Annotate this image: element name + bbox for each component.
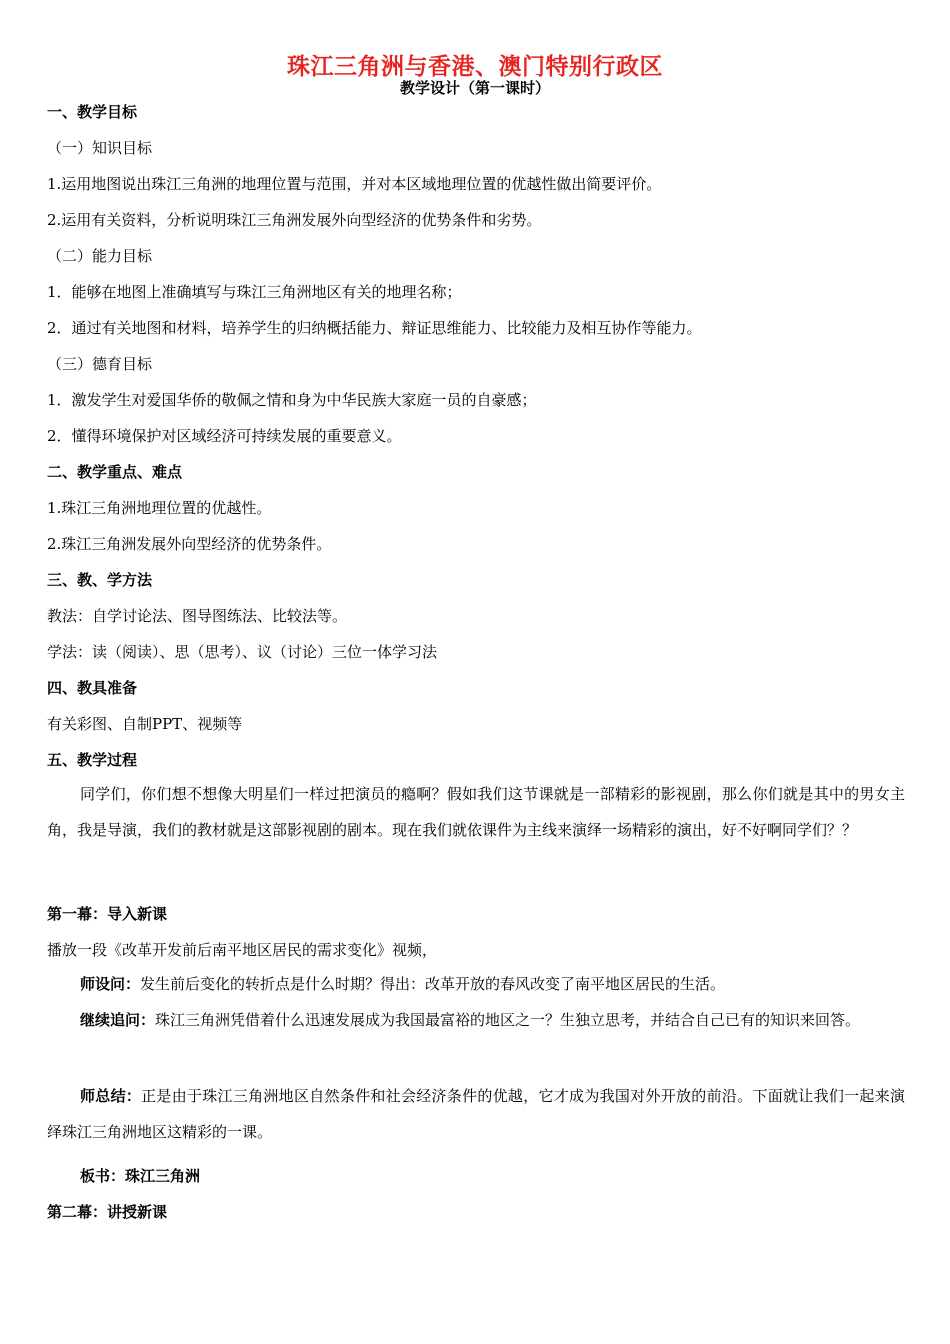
materials-text: 有关彩图、自制PPT、视频等 <box>47 715 243 733</box>
knowledge-item-1: 1.运用地图说出珠江三角洲的地理位置与范围，并对本区域地理位置的优越性做出简要评价。 <box>47 175 662 193</box>
ability-item-2: 2．通过有关地图和材料，培养学生的归纳概括能力、辩证思维能力、比较能力及相互协作等能力。 <box>47 319 702 337</box>
learning-method: 学法：读（阅读）、思（思考）、议（讨论）三位一体学习法 <box>47 643 438 661</box>
moral-item-1: 1．激发学生对爱国华侨的敬佩之情和身为中华民族大家庭一员的自豪感； <box>47 391 537 409</box>
subheading-moral: （三）德育目标 <box>47 355 153 373</box>
act-2-heading: 第二幕：讲授新课 <box>47 1203 168 1221</box>
moral-item-2: 2．懂得环境保护对区域经济可持续发展的重要意义。 <box>47 427 402 445</box>
section-heading-process: 五、教学过程 <box>47 751 138 769</box>
teaching-method: 教法：自学讨论法、图导图练法、比较法等。 <box>47 607 348 625</box>
section-heading-methods: 三、教、学方法 <box>47 571 153 589</box>
ability-item-1: 1．能够在地图上准确填写与珠江三角洲地区有关的地理名称； <box>47 283 462 301</box>
section-heading-materials: 四、教具准备 <box>47 679 138 697</box>
subheading-knowledge: （一）知识目标 <box>47 139 153 157</box>
knowledge-item-2: 2.运用有关资料，分析说明珠江三角洲发展外向型经济的优势条件和劣势。 <box>47 211 542 229</box>
teacher-summary-label: 师总结： <box>80 1087 142 1105</box>
section-heading-key-points: 二、教学重点、难点 <box>47 463 183 481</box>
follow-up-paragraph <box>47 1002 905 1038</box>
follow-up-text: 珠江三角洲凭借着什么迅速发展成为我国最富裕的地区之一？生独立思考，并结合自己已有的知识来回答。 <box>155 1011 861 1029</box>
subheading-ability: （二）能力目标 <box>47 247 153 265</box>
document-subtitle: 教学设计（第一课时） <box>399 79 550 97</box>
act-1-heading: 第一幕：导入新课 <box>47 905 168 923</box>
teacher-question-label: 师设问： <box>80 975 141 993</box>
intro-paragraph: 同学们，你们想不想像大明星们一样过把演员的瘾啊？假如我们这节课就是一部精彩的影视剧，那么你们就是其中的男女主角，我是导演，我们的教材就是这部影视剧的剧本。现在我们就依课件为主线来演绎一场精彩的演出，好不好啊同学们？？ <box>47 785 905 839</box>
board-writing: 板书：珠江三角洲 <box>80 1167 201 1185</box>
key-point-2: 2.珠江三角洲发展外向型经济的优势条件。 <box>47 535 332 553</box>
teacher-summary-text: 正是由于珠江三角洲地区自然条件和社会经济条件的优越，它才成为我国对外开放的前沿。下面就让我们一起来演绎珠江三角洲地区这精彩的一课。 <box>47 1087 905 1141</box>
teacher-question-text: 发生前后变化的转折点是什么时期？得出：改革开放的春风改变了南平地区居民的生活。 <box>140 975 726 993</box>
section-heading-objectives: 一、教学目标 <box>47 103 138 121</box>
teacher-question-paragraph <box>47 966 905 1002</box>
key-point-1: 1.珠江三角洲地理位置的优越性。 <box>47 499 272 517</box>
document-title: 珠江三角洲与香港、澳门特别行政区 <box>287 53 663 80</box>
follow-up-label: 继续追问： <box>80 1011 156 1029</box>
video-text: 播放一段《改革开发前后南平地区居民的需求变化》视频， <box>47 941 438 959</box>
teacher-summary-paragraph <box>47 1078 905 1150</box>
